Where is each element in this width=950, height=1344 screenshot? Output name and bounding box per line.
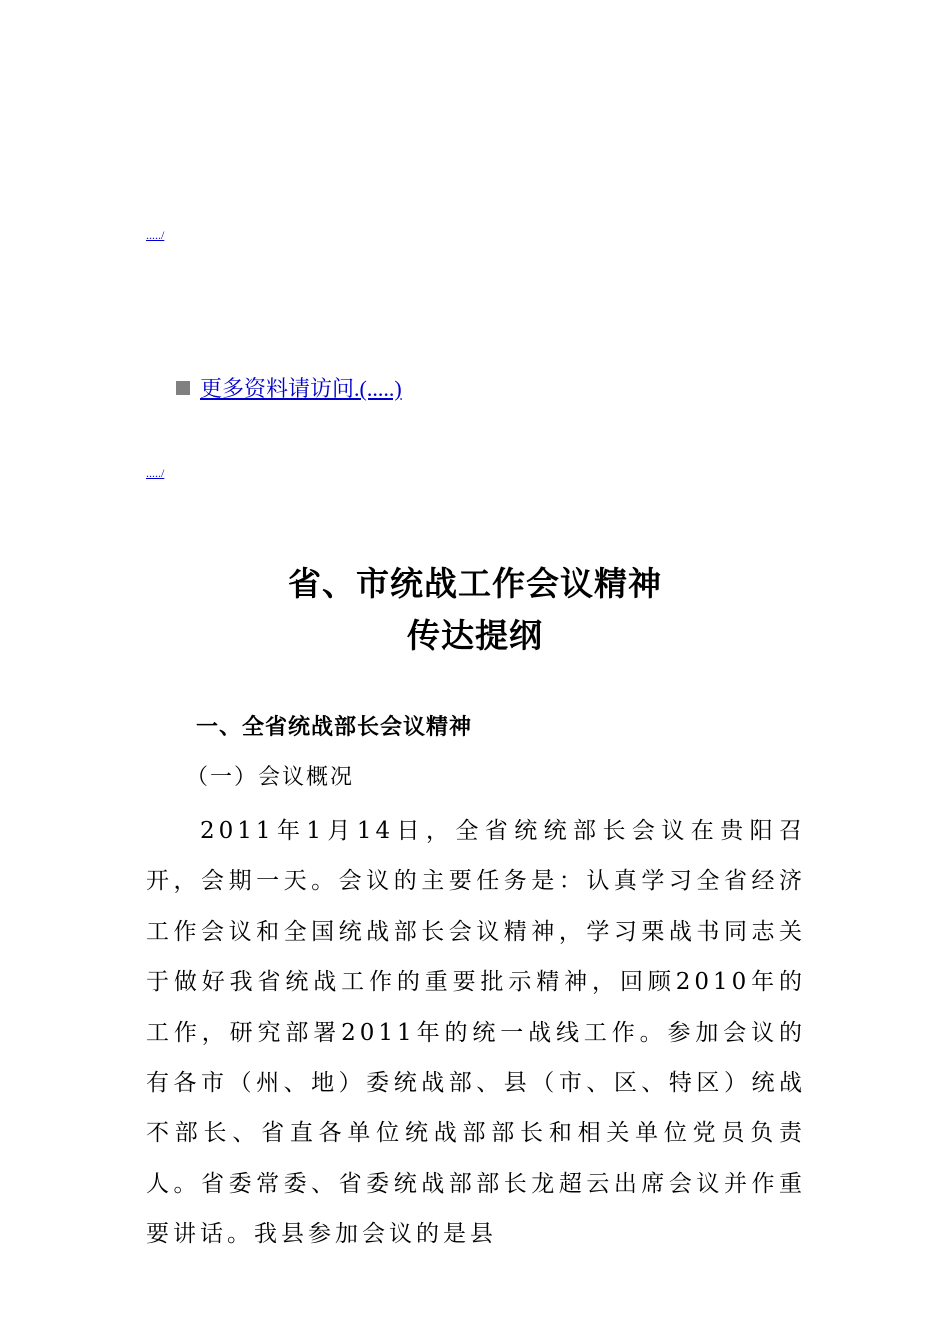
square-bullet-icon xyxy=(176,381,190,395)
more-info-row xyxy=(176,372,402,403)
subsection-heading: （一）会议概况 xyxy=(186,765,355,790)
document-title-line2: 传达提纲 xyxy=(407,616,543,655)
bottom-small-link[interactable]: ...../ xyxy=(146,466,165,480)
section-heading: 一、全省统战部长会议精神 xyxy=(196,715,473,740)
top-small-link[interactable]: ...../ xyxy=(146,228,165,242)
body-paragraph: 2011年1月14日，全省统统部长会议在贵阳召开，会期一天。会议的主要任务是：认真学习全省经济工作会议和全国统战部长会议精神，学习栗战书同志关于做好我省统战工作的重要批示精神，回顾2010年的工作，研究部署2011年的统一战线工作。参加会议的有各市（州、地）委统战部、县（市、区、特区）统战不部长、省直各单位统战部部长和相关单位党员负责人。省委常委、省委统战部部长龙超云出席会议并作重要讲话。我县参加会议的是县 xyxy=(146,818,806,1248)
document-title-line1: 省、市统战工作会议精神 xyxy=(288,564,662,603)
more-info-link[interactable]: 更多资料请访问.(.....) xyxy=(200,376,402,401)
